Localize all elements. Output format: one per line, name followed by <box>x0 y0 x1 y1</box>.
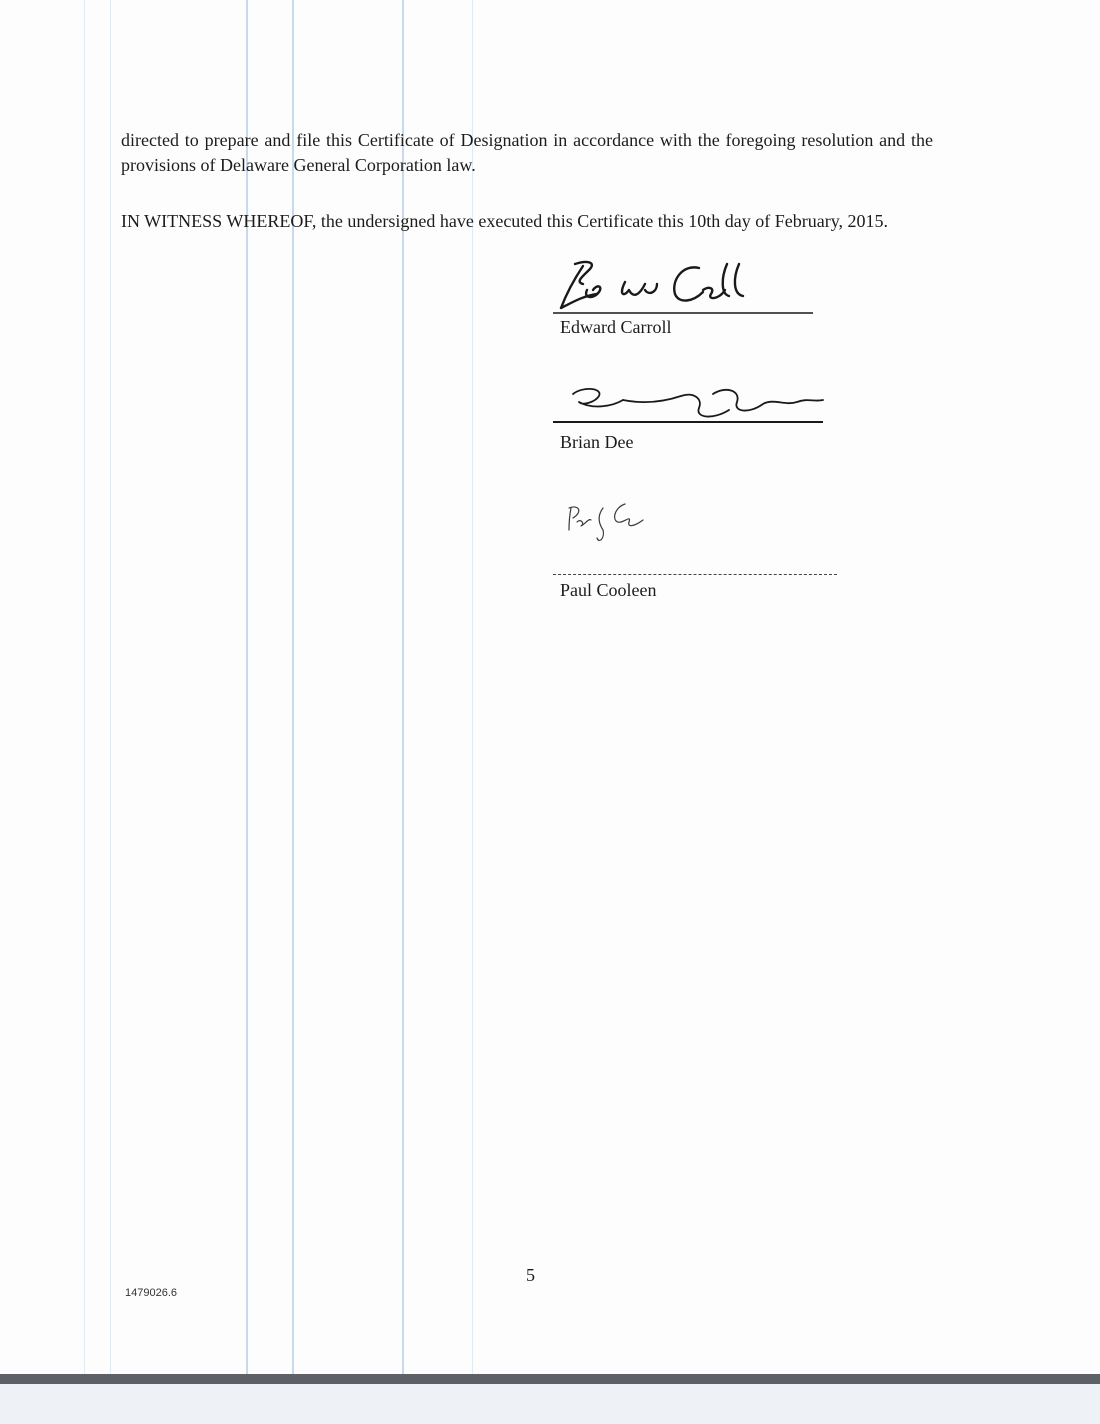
signature-block-brian-dee <box>553 380 843 460</box>
scan-artifact-line <box>110 0 111 1380</box>
signature-line <box>553 574 837 575</box>
page-number: 5 <box>526 1265 535 1285</box>
signer-name: Brian Dee <box>560 432 634 452</box>
scan-artifact-line <box>292 0 294 1380</box>
scan-edge <box>0 1374 1100 1384</box>
scan-margin <box>0 1384 1100 1424</box>
signature-image <box>553 380 833 426</box>
signer-name: Edward Carroll <box>560 317 672 337</box>
signature-block-edward-carroll <box>553 250 843 350</box>
document-id: 1479026.6 <box>125 1287 177 1299</box>
witness-paragraph: IN WITNESS WHEREOF, the undersigned have executed this Certificate this 10th day of February, 2015. <box>121 211 889 231</box>
scan-artifact-line <box>472 0 473 1380</box>
scan-artifact-line <box>84 0 85 1380</box>
signature-block-paul-cooleen <box>553 494 843 604</box>
signature-image <box>563 494 683 554</box>
closing-paragraph: directed to prepare and file this Certificate of Designation in accordance with the foregoing resolution and the provisions of Delaware General Corporation law. <box>121 130 933 175</box>
signer-name: Paul Cooleen <box>560 580 657 600</box>
scan-artifact-line <box>246 0 248 1380</box>
signature-image <box>553 250 813 316</box>
scan-artifact-line <box>402 0 404 1380</box>
